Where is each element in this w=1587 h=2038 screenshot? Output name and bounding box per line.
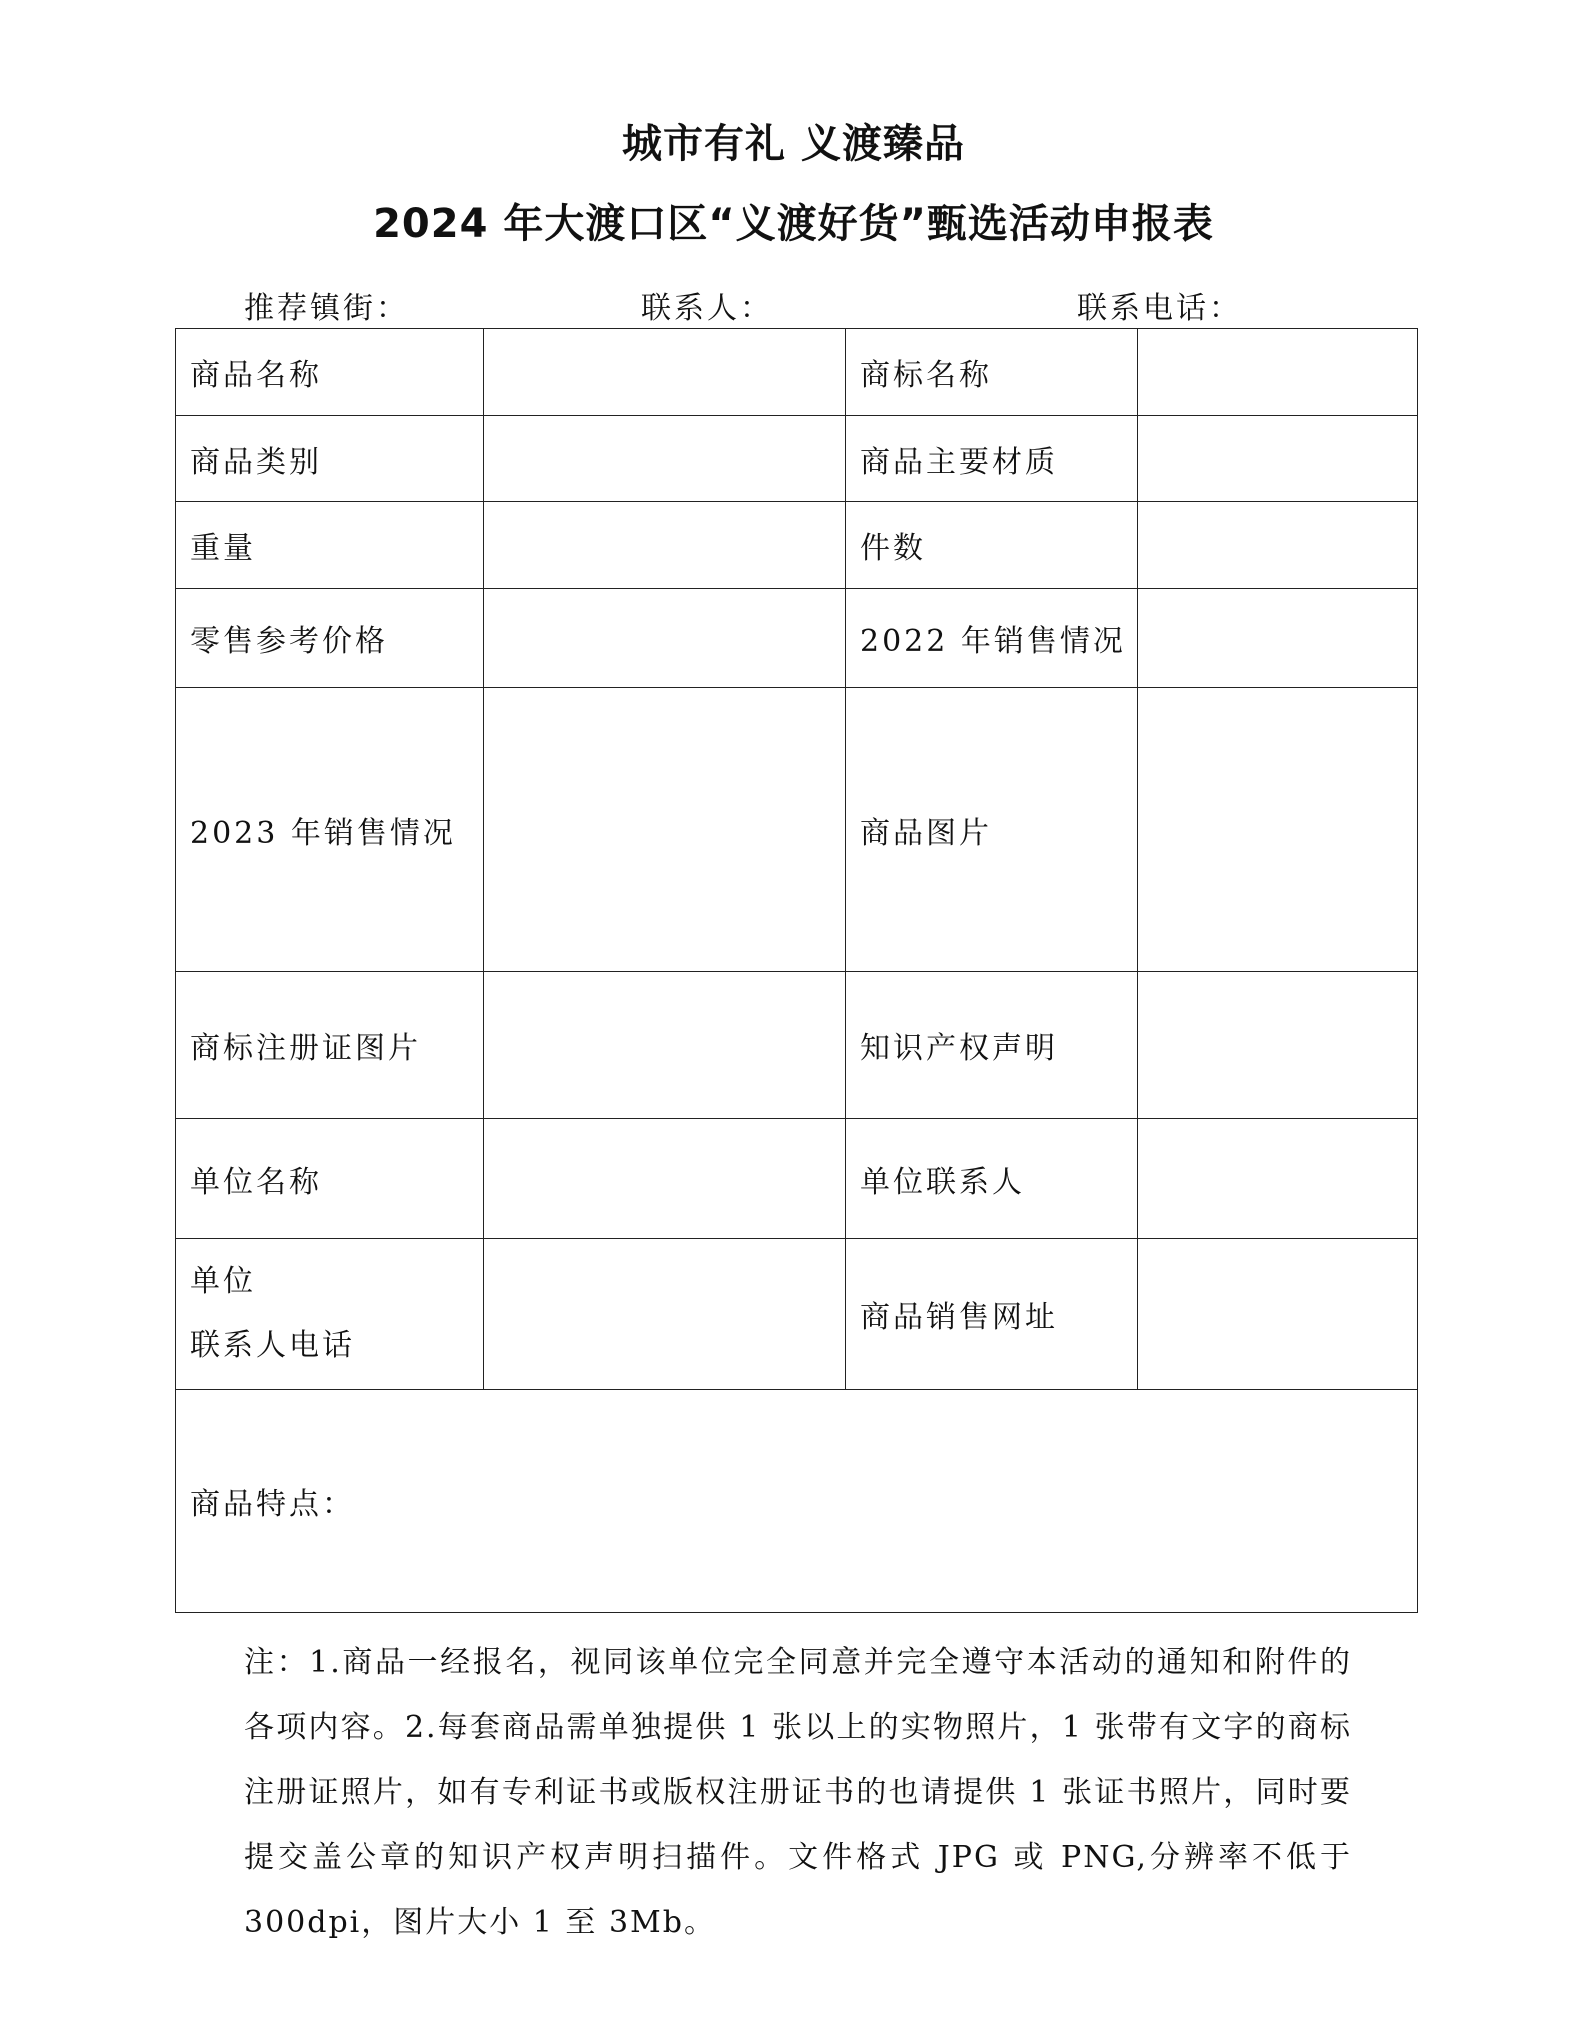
trademark-cert-image-field[interactable] [484, 972, 846, 1119]
quantity-label: 件数 [846, 502, 1138, 589]
trademark-name-field[interactable] [1138, 329, 1418, 416]
product-name-field[interactable] [484, 329, 846, 416]
sales-2023-label: 2023 年销售情况 [176, 688, 484, 972]
ip-statement-field[interactable] [1138, 972, 1418, 1119]
unit-contact-field[interactable] [1138, 1119, 1418, 1239]
sales-2022-label: 2022 年销售情况 [846, 589, 1138, 688]
application-form-table [175, 328, 1418, 1613]
table-row [176, 1119, 1418, 1239]
table-row [176, 502, 1418, 589]
product-image-field[interactable] [1138, 688, 1418, 972]
sales-2022-field[interactable] [1138, 589, 1418, 688]
unit-phone-label-line1: 单位 [190, 1264, 256, 1299]
quantity-field[interactable] [1138, 502, 1418, 589]
product-image-label: 商品图片 [846, 688, 1138, 972]
sales-2023-field[interactable] [484, 688, 846, 972]
table-row [176, 1239, 1418, 1390]
unit-phone-label-line2: 联系人电话 [190, 1328, 355, 1363]
main-material-field[interactable] [1138, 416, 1418, 502]
table-row [176, 416, 1418, 502]
unit-contact-label: 单位联系人 [846, 1119, 1138, 1239]
contact-person-label: 联系人： [641, 291, 773, 326]
product-name-label: 商品名称 [176, 329, 484, 416]
table-row [176, 1390, 1418, 1613]
unit-name-field[interactable] [484, 1119, 846, 1239]
product-features-field[interactable] [176, 1390, 1418, 1613]
product-features-label: 商品特点： [190, 1487, 355, 1522]
recommending-town-label: 推荐镇街： [244, 291, 409, 326]
retail-price-field[interactable] [484, 589, 846, 688]
trademark-cert-image-label: 商标注册证图片 [176, 972, 484, 1119]
product-category-label: 商品类别 [176, 416, 484, 502]
main-material-label: 商品主要材质 [846, 416, 1138, 502]
weight-label: 重量 [176, 502, 484, 589]
page-subtitle: 2024 年大渡口区“义渡好货”甄选活动申报表 [373, 201, 1214, 247]
table-row [176, 688, 1418, 972]
product-category-field[interactable] [484, 416, 846, 502]
trademark-name-label: 商标名称 [846, 329, 1138, 416]
table-row [176, 589, 1418, 688]
sales-url-field[interactable] [1138, 1239, 1418, 1390]
sales-url-label: 商品销售网址 [846, 1239, 1138, 1390]
contact-phone-label: 联系电话： [1077, 291, 1242, 326]
table-row [176, 329, 1418, 416]
page-title: 城市有礼 义渡臻品 [622, 121, 965, 167]
unit-name-label: 单位名称 [176, 1119, 484, 1239]
weight-field[interactable] [484, 502, 846, 589]
unit-phone-field[interactable] [484, 1239, 846, 1390]
retail-price-label: 零售参考价格 [176, 589, 484, 688]
notes-paragraph: 注：1.商品一经报名，视同该单位完全同意并完全遵守本活动的通知和附件的各项内容。2.每套商品需单独提供 1 张以上的实物照片，1 张带有文字的商标注册证照片，如有专利证书或版权注册证书的也请提供 1 张证书照片，同时要提交盖公章的知识产权声明扫描件。文件格式 JPG 或 PNG,分辨率不低于 300dpi，图片大小 1 至 3Mb。 [244, 1645, 1352, 1940]
ip-statement-label: 知识产权声明 [846, 972, 1138, 1119]
table-row [176, 972, 1418, 1119]
unit-phone-label [176, 1239, 484, 1390]
